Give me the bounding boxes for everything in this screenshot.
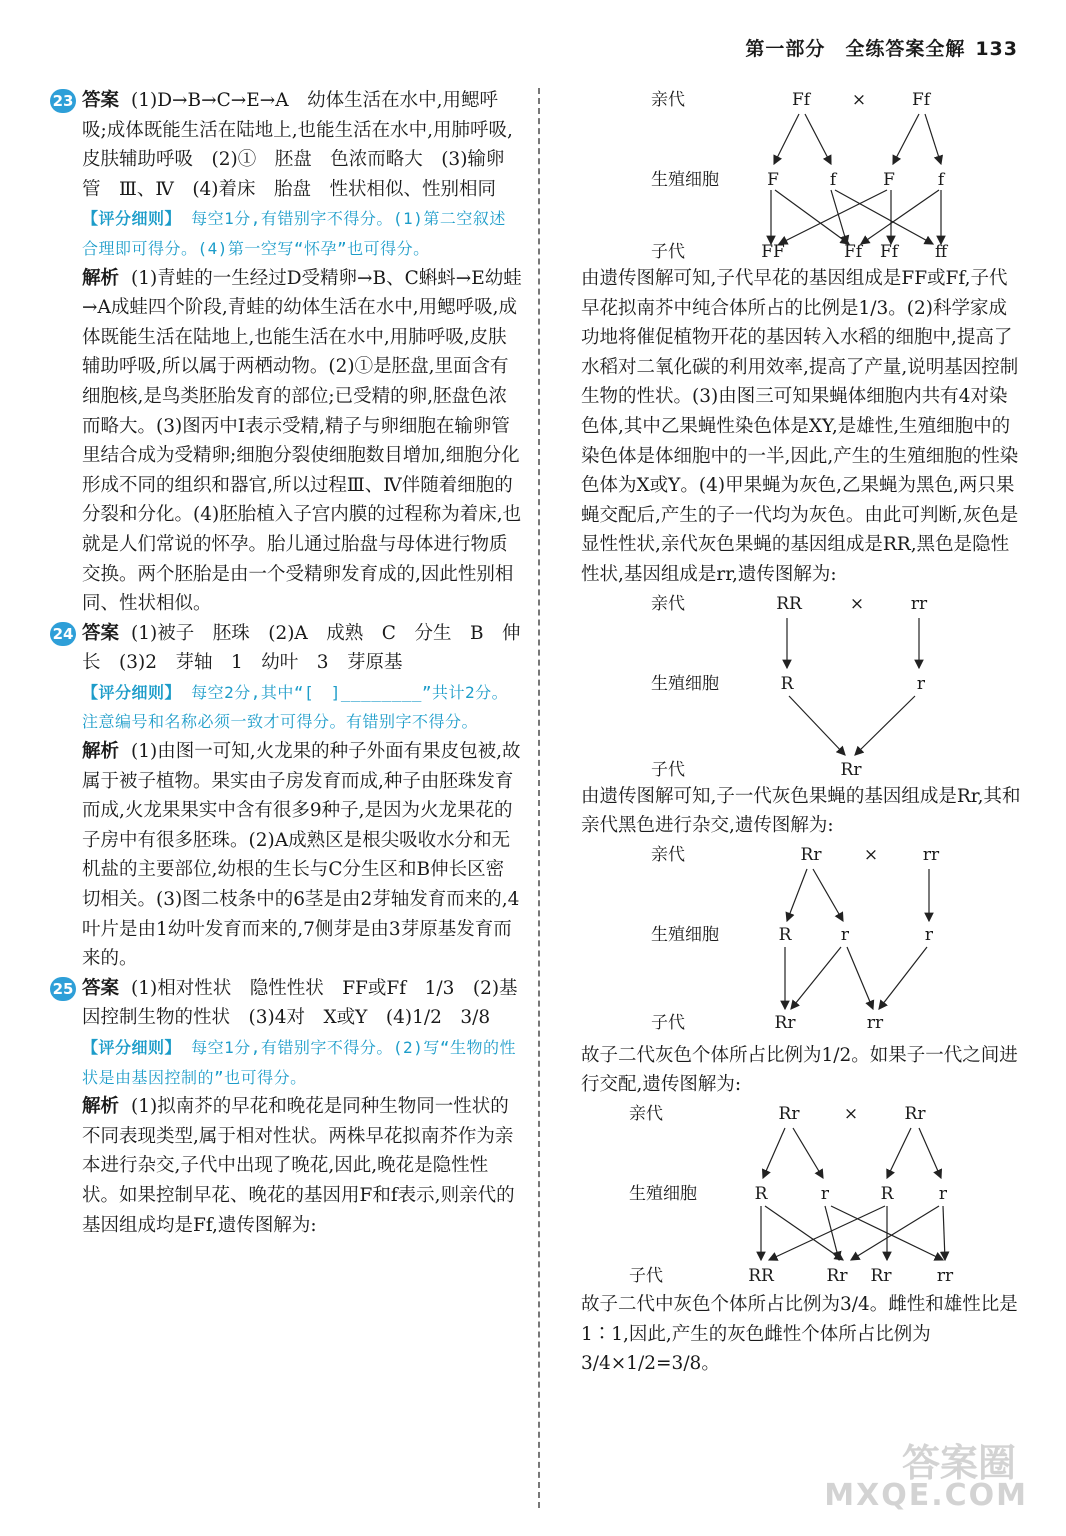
q25-grading (82, 1033, 522, 1092)
parent-label: 亲代 (651, 593, 685, 614)
question-25 (52, 974, 522, 1240)
d4-offspring: Rr (826, 1265, 848, 1286)
parent-label: 亲代 (651, 90, 685, 110)
d1-offspring: FF (761, 242, 785, 262)
parent-label: 亲代 (651, 844, 685, 865)
d3-gamete: r (924, 924, 934, 945)
q24-answer (52, 619, 522, 678)
gamete-label: 生殖细胞 (651, 170, 719, 190)
q23-answer-tag: 答案 (82, 90, 120, 111)
q23-number-badge: 23 (50, 89, 76, 113)
d2-parent-1: RR (776, 593, 802, 614)
d4-parent-2: Rr (904, 1103, 926, 1124)
d3-gamete: r (840, 924, 850, 945)
q24-grading-tag: 【评分细则】 (82, 682, 182, 702)
header-title: 第一部分 全练答案全解 (745, 38, 966, 60)
d1-offspring: ff (934, 242, 948, 262)
d1-gamete: F (883, 170, 895, 190)
d4-gamete: R (754, 1183, 768, 1204)
q25-number-badge: 25 (50, 977, 76, 1001)
d4-offspring: Rr (870, 1265, 892, 1286)
genetic-diagram-3 (581, 841, 1021, 1041)
right-text-2: 由遗传图解可知,子一代灰色果蝇的基因组成是Rr,其和亲代黑色进行杂交,遗传图解为: (581, 785, 1021, 837)
d3-offspring: Rr (774, 1012, 796, 1033)
gamete-label: 生殖细胞 (629, 1183, 697, 1204)
watermark-logo: 答案圈 (901, 1441, 1016, 1485)
q24-answer-tag: 答案 (82, 622, 120, 644)
d3-parent-2: rr (922, 844, 940, 865)
left-column (52, 86, 522, 1240)
d4-gamete: r (820, 1183, 830, 1204)
offspring-label: 子代 (651, 1012, 685, 1033)
genetic-diagram-1 (581, 86, 1021, 264)
page-number: 133 (975, 38, 1018, 60)
d4-offspring: RR (748, 1265, 774, 1286)
question-24 (52, 619, 522, 974)
q25-answer-text: (1)相对性状 隐性性状 FF或Ff 1/3 (2)基因控制生物的性状 (3)4对 X或Y (4)1/2 3/8 (82, 977, 518, 1029)
gamete-label: 生殖细胞 (651, 924, 719, 945)
d1-gamete: f (937, 170, 945, 190)
d3-cross: × (863, 844, 879, 865)
d4-gamete: r (938, 1183, 948, 1204)
d4-cross: × (843, 1103, 859, 1124)
right-text-4: 故子二代中灰色个体所占比例为3/4。雌性和雄性比是1∶1,因此,产生的灰色雌性个体所占比例为3/4×1/2=3/8。 (581, 1293, 1018, 1375)
q24-analysis-tag: 解析 (82, 741, 120, 763)
q25-answer (52, 974, 522, 1033)
d1-gamete: f (829, 170, 837, 190)
genetic-diagram-2 (581, 590, 1021, 782)
offspring-label: 子代 (629, 1265, 663, 1286)
gamete-label: 生殖细胞 (651, 673, 719, 694)
d3-gamete: R (778, 924, 792, 945)
d1-gamete: F (767, 170, 779, 190)
d4-offspring: rr (936, 1265, 954, 1286)
q25-grading-tag: 【评分细则】 (82, 1038, 182, 1057)
d1-parent-2: Ff (911, 90, 931, 110)
d1-offspring: Ff (843, 242, 863, 262)
q25-analysis-tag: 解析 (82, 1096, 120, 1118)
q24-grading (82, 678, 522, 737)
watermark-url: MXQE.COM (824, 1478, 1028, 1513)
q23-answer (52, 86, 522, 204)
q24-answer-text: (1)被子 胚珠 (2)A 成熟 C 分生 B 伸长 (3)2 芽轴 1 幼叶 3 芽原基 (82, 622, 521, 674)
d1-offspring: Ff (879, 242, 899, 262)
q23-grading-text: 每空1分,有错别字不得分。(1)第二空叙述合理即可得分。(4)第一空写“怀孕”也可得分。 (82, 209, 506, 258)
d4-parent-1: Rr (778, 1103, 800, 1124)
q23-grading (82, 204, 522, 263)
q25-answer-tag: 答案 (82, 977, 120, 999)
d1-parent-1: Ff (791, 90, 811, 110)
q24-grading-text: 每空2分,其中“[ ]________”共计2分。注意编号和名称必须一致才可得分。有错别字不得分。 (82, 682, 509, 732)
page-header (745, 34, 1018, 61)
right-column (581, 86, 1021, 1379)
q23-analysis (82, 264, 522, 619)
q25-analysis (82, 1092, 522, 1240)
genetic-diagram-4 (581, 1100, 1021, 1290)
right-text-3: 故子二代灰色个体所占比例为1/2。如果子一代之间进行交配,遗传图解为: (581, 1044, 1018, 1096)
question-23 (52, 86, 522, 619)
offspring-label: 子代 (651, 759, 685, 780)
q25-grading-text: 每空1分,有错别字不得分。(2)写“生物的性状是由基因控制的”也可得分。 (82, 1038, 516, 1087)
q24-analysis (82, 737, 522, 974)
watermark (824, 1432, 1036, 1522)
d4-gamete: R (880, 1183, 894, 1204)
d2-parent-2: rr (910, 593, 928, 614)
q25-analysis-text: (1)拟南芥的早花和晚花是同种生物同一性状的不同表现类型,属于相对性状。两株早花拟南芥作为亲本进行杂交,子代中出现了晚花,因此,晚花是隐性性状。如果控制早花、晚花的基因用F和f表示,则亲代的基因组成均是Ff,遗传图解为: (82, 1096, 515, 1236)
q23-answer-text: (1)D→B→C→E→A 幼体生活在水中,用鳃呼吸;成体既能生活在陆地上,也能生活在水中,用肺呼吸,皮肤辅助呼吸 (2)① 胚盘 色浓而略大 (3)输卵管 Ⅲ、Ⅳ (4)着床 胎盘 性状相似、性别相同 (82, 90, 513, 200)
q23-analysis-text: (1)青蛙的一生经过D受精卵→B、C蝌蚪→E幼蛙→A成蛙四个阶段,青蛙的幼体生活在水中,用鳃呼吸,成体既能生活在陆地上,也能生活在水中,用肺呼吸,皮肤辅助呼吸,所以属于两栖动物。(2)①是胚盘,里面含有细胞核,是鸟类胚胎发育的部位;已受精的卵,胚盘色浓而略大。(3)图丙中Ⅰ表示受精,精子与卵细胞在输卵管里结合成为受精卵;细胞分裂使细胞数目增加,细胞分化形成不同的组织和器官,所以过程Ⅲ、Ⅳ伴随着细胞的分裂和分化。(4)胚胎植入子宫内膜的过程称为着床,也就是人们常说的怀孕。胎儿通过胎盘与母体进行物质交换。两个胚胎是由一个受精卵发育成的,因此性别相同、性状相似。 (82, 267, 522, 615)
d2-offspring: Rr (840, 759, 862, 780)
d2-gamete: R (780, 673, 794, 694)
d1-cross: × (851, 90, 867, 110)
q24-number-badge: 24 (50, 622, 76, 646)
parent-label: 亲代 (629, 1103, 663, 1124)
d3-offspring: rr (866, 1012, 884, 1033)
q23-grading-tag: 【评分细则】 (82, 209, 182, 229)
offspring-label: 子代 (651, 242, 685, 262)
d3-parent-1: Rr (800, 844, 822, 865)
q24-analysis-text: (1)由图一可知,火龙果的种子外面有果皮包被,故属于被子植物。果实由子房发育而成,种子由胚珠发育而成,火龙果果实中含有很多9种子,是因为火龙果花的子房中有很多胚珠。(2)A成熟区是根尖吸收水分和无机盐的主要部位,幼根的生长与C分生区和B伸长区密切相关。(3)图二枝条中的6茎是由2芽轴发育而来的,4叶片是由1幼叶发育而来的,7侧芽是由3芽原基发育而来的。 (82, 741, 521, 970)
d2-cross: × (849, 593, 865, 614)
q23-analysis-tag: 解析 (82, 267, 120, 289)
right-text-1: 由遗传图解可知,子代早花的基因组成是FF或Ff,子代早花拟南芥中纯合体所占的比例是1/3。(2)科学家成功地将催促植物开花的基因转入水稻的细胞中,提高了水稻对二氧化碳的利用效率,提高了产量,说明基因控制生物的性状。(3)由图三可知果蝇体细胞内共有4对染色体,其中乙果蝇性染色体是XY,是雄性,生殖细胞中的染色体是体细胞中的一半,因此,产生的生殖细胞的性染色体为X或Y。(4)甲果蝇为灰色,乙果蝇为黑色,两只果蝇交配后,产生的子一代均为灰色。由此可判断,灰色是显性性状,亲代灰色果蝇的基因组成是RR,黑色是隐性性状,基因组成是rr,遗传图解为: (581, 268, 1019, 585)
column-divider (538, 88, 540, 1508)
diagram-3-arrows (581, 841, 1021, 1041)
d2-gamete: r (916, 673, 926, 694)
